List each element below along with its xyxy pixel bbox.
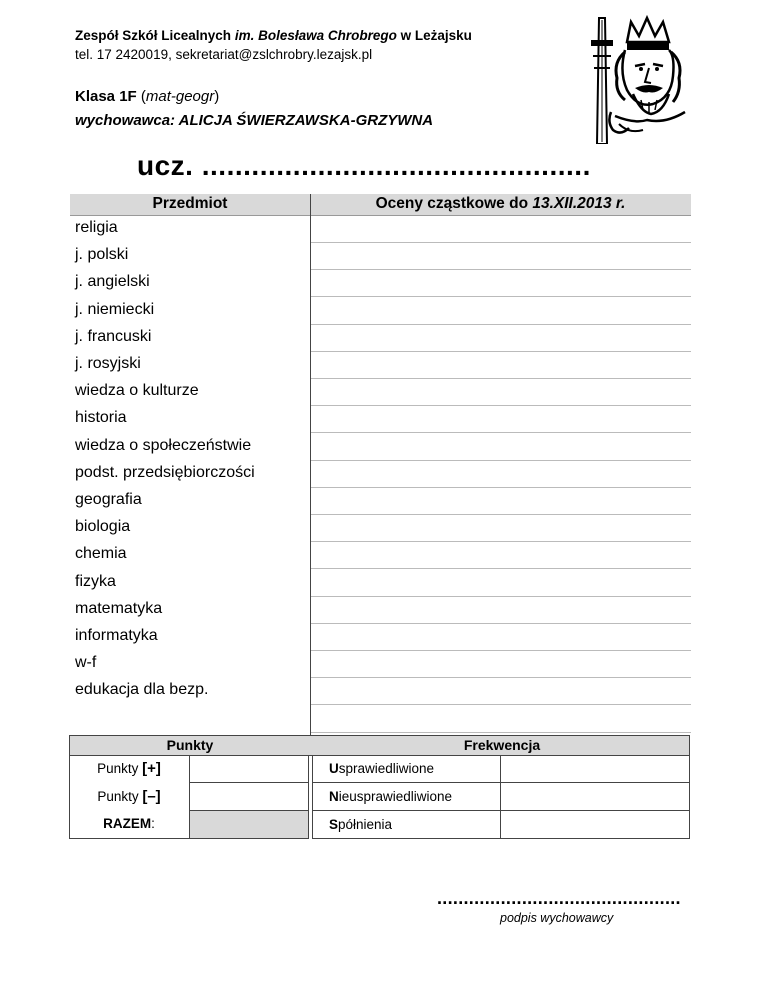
subject-row [70, 570, 691, 597]
grades-cell [311, 732, 691, 733]
attendance-late-row [312, 812, 690, 839]
summary-table [69, 735, 690, 839]
grades-header-date: 13.XII.2013 r. [532, 195, 626, 212]
signature-label: podpis wychowawcy [500, 911, 614, 925]
attendance-late-initial: S [329, 817, 339, 832]
points-minus-label: Punkty [97, 789, 143, 804]
subject-row [70, 597, 691, 624]
subject-row [70, 542, 691, 569]
attendance-unexcused-label: ieusprawiedliwione [338, 789, 453, 804]
school-contact: tel. 17 2420019, sekretariat@zslchrobry.lezajsk.pl [75, 47, 373, 62]
attendance-unexcused-row [312, 784, 690, 811]
subject-name: matematyka [75, 599, 163, 617]
column-header-grades [310, 195, 691, 213]
subject-row [70, 243, 691, 270]
subject-row [70, 488, 691, 515]
points-total-label: RAZEM [103, 816, 152, 831]
profile-paren-open: ( [136, 88, 146, 105]
subject-row [70, 270, 691, 297]
signature-line: .............................................. [437, 888, 681, 908]
subject-name: fizyka [75, 572, 116, 590]
attendance-box [312, 756, 690, 839]
subject-name: j. francuski [75, 327, 152, 345]
class-line [75, 88, 219, 105]
points-header: Punkty [166, 737, 214, 753]
subject-name: edukacja dla bezp. [75, 681, 209, 699]
subject-row [70, 515, 691, 542]
attendance-header: Frekwencja [463, 737, 541, 753]
points-plus-row [69, 756, 309, 783]
subject-row [70, 379, 691, 406]
subject-name: j. polski [75, 246, 129, 264]
grades-header-label: Oceny cząstkowe do [375, 195, 533, 212]
points-minus-row [69, 784, 309, 811]
column-header-subject: Przedmiot [152, 195, 228, 212]
subject-name: wiedza o kulturze [75, 382, 199, 400]
student-name-line: ucz. ............................................... [137, 150, 591, 181]
points-minus-sign: [–] [142, 788, 161, 805]
king-portrait-emblem-icon [585, 12, 697, 144]
attendance-unexcused-initial: N [329, 789, 339, 804]
class-tutor: wychowawca: ALICJA ŚWIERZAWSKA-GRZYWNA [75, 112, 434, 129]
subject-name: w-f [75, 654, 97, 672]
profile-paren-close: ) [214, 88, 220, 105]
school-name-prefix: Zespół Szkół Licealnych [75, 28, 235, 43]
attendance-excused-initial: U [329, 761, 339, 776]
subject-name: j. niemiecki [75, 300, 155, 318]
subject-name: informatyka [75, 627, 158, 644]
subject-row [70, 434, 691, 461]
attendance-excused-row [312, 756, 690, 783]
subject-row [70, 406, 691, 433]
points-total-colon: : [151, 816, 155, 831]
subject-name: podst. przedsiębiorczości [75, 463, 255, 481]
subject-row [70, 298, 691, 325]
summary-table-header [69, 735, 690, 756]
subject-row [70, 216, 691, 243]
subject-row [70, 325, 691, 352]
class-label: Klasa 1F [75, 88, 137, 105]
subject-name: j. rosyjski [75, 355, 141, 372]
grades-table-header [70, 194, 691, 216]
subject-name: historia [75, 409, 127, 427]
school-name-suffix: w Leżajsku [396, 28, 472, 43]
points-plus-sign: [+] [142, 760, 161, 777]
school-patron: im. Bolesława Chrobrego [234, 28, 397, 43]
class-profile: mat-geogr [145, 88, 215, 105]
subject-name: geografia [75, 491, 142, 508]
subject-row [70, 651, 691, 678]
school-name [75, 28, 472, 43]
subject-row [70, 624, 691, 651]
subject-name: chemia [75, 545, 127, 563]
subject-name: biologia [75, 518, 131, 536]
subject-row [70, 706, 691, 733]
points-total-row [69, 812, 309, 839]
subject-name: wiedza o społeczeństwie [75, 436, 252, 454]
subject-row [70, 678, 691, 705]
attendance-late-label: półnienia [338, 817, 393, 832]
subject-name: religia [75, 219, 118, 236]
subject-name: j. angielski [75, 273, 150, 291]
points-plus-label: Punkty [97, 761, 143, 776]
subject-row [70, 352, 691, 379]
subject-row [70, 461, 691, 488]
attendance-excused-label: sprawiedliwione [338, 761, 435, 776]
